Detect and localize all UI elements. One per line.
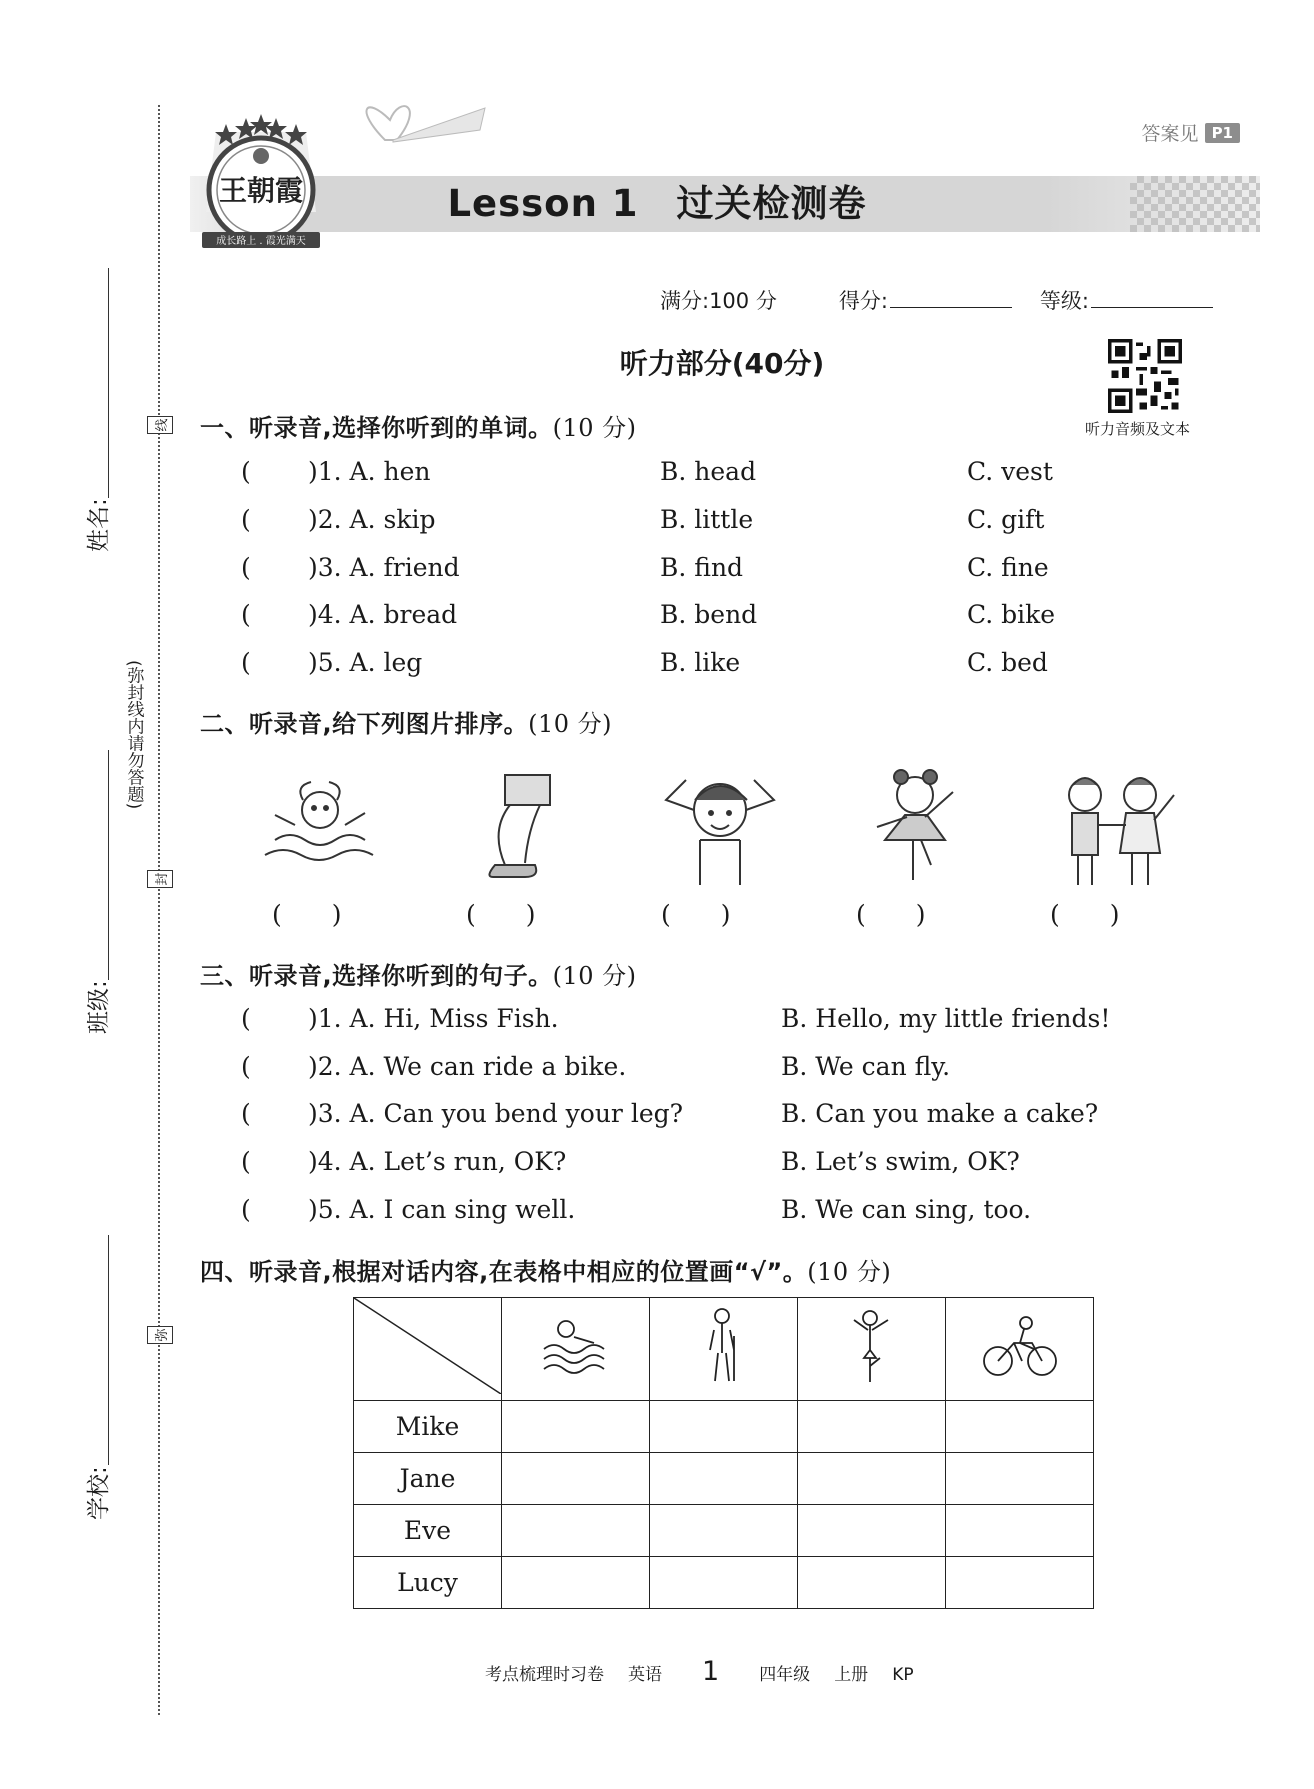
picture-answer-2[interactable]: ( ) — [466, 900, 536, 929]
listening-heading: 听力部分(40分) — [619, 347, 825, 380]
boy-touching-head-icon — [645, 765, 795, 895]
answer-cell[interactable] — [650, 1453, 798, 1505]
list-item[interactable]: ( )1. A. Hi, Miss Fish. B. Hello, my little friends! — [241, 1004, 1111, 1033]
list-item[interactable]: ( )4. A. bread B. bend C. bike — [241, 600, 1056, 629]
answer-cell[interactable] — [798, 1505, 946, 1557]
swimming-girl-icon — [245, 765, 395, 895]
score-row — [660, 285, 1213, 315]
answer-reference — [1142, 119, 1240, 146]
list-item[interactable]: ( )5. A. leg B. like C. bed — [241, 648, 1048, 677]
answer-cell[interactable] — [798, 1557, 946, 1609]
list-item[interactable]: ( )4. A. Let’s run, OK? B. Let’s swim, OK? — [241, 1147, 1020, 1176]
answer-ref-label: 答案见 — [1141, 123, 1199, 145]
school-underline — [108, 1235, 109, 1465]
qr-code-icon[interactable] — [1108, 339, 1182, 413]
answer-cell[interactable] — [650, 1505, 798, 1557]
footer-subject: 英语 — [628, 1665, 662, 1685]
cycle-icon — [946, 1298, 1094, 1401]
activity-table — [353, 1297, 1094, 1609]
school-label: 学校: — [86, 1466, 112, 1520]
picture-answer-3[interactable]: ( ) — [661, 900, 731, 929]
grade-blank[interactable] — [1091, 288, 1213, 308]
class-underline — [108, 750, 109, 980]
bending-leg-icon — [445, 765, 595, 895]
answer-cell[interactable] — [798, 1401, 946, 1453]
dancing-girl-icon — [845, 765, 995, 895]
page-footer — [485, 1656, 914, 1687]
list-item[interactable]: ( )2. A. We can ride a bike. B. We can fly. — [241, 1052, 951, 1081]
diagonal-header-cell — [354, 1298, 502, 1401]
row-name: Jane — [354, 1453, 502, 1505]
cut-mark-xian: 线 — [147, 416, 173, 434]
page-number: 1 — [702, 1656, 720, 1687]
answer-cell[interactable] — [946, 1505, 1094, 1557]
grade-label: 等级: — [1039, 289, 1089, 313]
two-friends-icon — [1040, 765, 1190, 895]
answer-cell[interactable] — [650, 1557, 798, 1609]
answer-cell[interactable] — [502, 1401, 650, 1453]
answer-cell[interactable] — [650, 1401, 798, 1453]
answer-cell[interactable] — [798, 1453, 946, 1505]
answer-cell[interactable] — [502, 1505, 650, 1557]
footer-volume: 上册 — [834, 1665, 869, 1685]
page-title: Lesson 1 过关检测卷 — [447, 182, 867, 225]
row-name: Lucy — [354, 1557, 502, 1609]
seal-note: (弥封线内请勿答题) — [123, 660, 144, 810]
table-row — [354, 1453, 1094, 1505]
answer-cell[interactable] — [502, 1453, 650, 1505]
row-name: Eve — [354, 1505, 502, 1557]
row-name: Mike — [354, 1401, 502, 1453]
footer-grade: 四年级 — [759, 1665, 811, 1685]
picture-answer-4[interactable]: ( ) — [856, 900, 926, 929]
class-label: 班级: — [86, 980, 112, 1034]
answer-cell[interactable] — [946, 1557, 1094, 1609]
answer-page-tag: P1 — [1205, 123, 1240, 143]
score-label: 得分: — [838, 289, 888, 313]
answer-cell[interactable] — [946, 1453, 1094, 1505]
name-underline — [108, 268, 109, 498]
table-row — [354, 1401, 1094, 1453]
cut-mark-mi: 弥 — [147, 1326, 173, 1344]
part1-title: 一、听录音,选择你听到的单词。(10 分) — [200, 414, 637, 442]
part2-title: 二、听录音,给下列图片排序。(10 分) — [200, 710, 613, 738]
answer-cell[interactable] — [502, 1557, 650, 1609]
walk-icon — [650, 1298, 798, 1401]
swim-icon — [502, 1298, 650, 1401]
part4-title: 四、听录音,根据对话内容,在表格中相应的位置画“√”。(10 分) — [200, 1258, 892, 1286]
table-row — [354, 1505, 1094, 1557]
footer-series: 考点梳理时习卷 — [485, 1665, 604, 1685]
picture-answer-5[interactable]: ( ) — [1050, 900, 1120, 929]
score-blank[interactable] — [890, 288, 1012, 308]
svg-text:王朝霞: 王朝霞 — [218, 174, 304, 207]
name-label: 姓名: — [86, 498, 112, 552]
list-item[interactable]: ( )3. A. Can you bend your leg? B. Can you make a cake? — [241, 1099, 1099, 1128]
svg-text:成长路上 . 霞光满天: 成长路上 . 霞光满天 — [216, 236, 306, 247]
table-row — [354, 1557, 1094, 1609]
answer-cell[interactable] — [946, 1401, 1094, 1453]
part3-title: 三、听录音,选择你听到的句子。(10 分) — [200, 962, 637, 990]
list-item[interactable]: ( )1. A. hen B. head C. vest — [241, 457, 1053, 486]
checker-pattern — [1130, 176, 1260, 232]
full-score: 满分:100 分 — [660, 289, 777, 313]
list-item[interactable]: ( )3. A. friend B. find C. fine — [241, 553, 1049, 582]
cut-mark-feng: 封 — [147, 870, 173, 888]
footer-edition: KP — [892, 1665, 914, 1685]
qr-caption: 听力音频及文本 — [1085, 420, 1191, 438]
dance-icon — [798, 1298, 946, 1401]
list-item[interactable]: ( )5. A. I can sing well. B. We can sing, too. — [241, 1195, 1032, 1224]
picture-answer-1[interactable]: ( ) — [272, 900, 342, 929]
list-item[interactable]: ( )2. A. skip B. little C. gift — [241, 505, 1045, 534]
